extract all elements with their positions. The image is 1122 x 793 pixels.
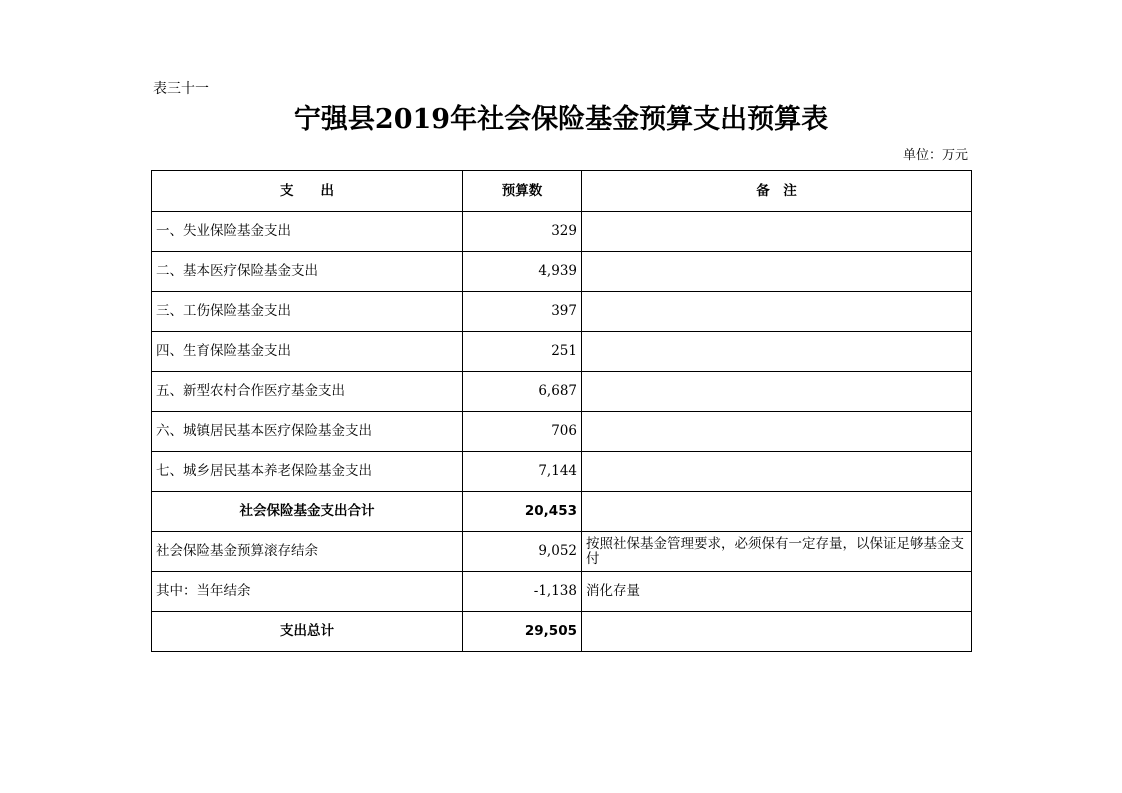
row-item: 其中：当年结余 [152, 572, 463, 612]
document-title: 宁强县2019年社会保险基金预算支出预算表 [293, 104, 829, 135]
table-row [152, 572, 972, 612]
row-amount: 329 [463, 212, 582, 252]
total-amount: 29,505 [463, 612, 582, 652]
budget-table [151, 170, 972, 652]
table-row [152, 332, 972, 372]
row-item: 二、基本医疗保险基金支出 [152, 252, 463, 292]
row-item: 三、工伤保险基金支出 [152, 292, 463, 332]
table-row [152, 292, 972, 332]
table-row [152, 532, 972, 572]
row-amount: 397 [463, 292, 582, 332]
row-item: 七、城乡居民基本养老保险基金支出 [152, 452, 463, 492]
row-remark [582, 452, 972, 492]
row-remark [582, 372, 972, 412]
table-row [152, 212, 972, 252]
row-remark [582, 412, 972, 452]
row-item: 一、失业保险基金支出 [152, 212, 463, 252]
total-item: 支出总计 [152, 612, 463, 652]
row-amount: -1,138 [463, 572, 582, 612]
row-remark [582, 212, 972, 252]
row-amount: 251 [463, 332, 582, 372]
subtotal-item: 社会保险基金支出合计 [152, 492, 463, 532]
total-remark [582, 612, 972, 652]
row-item: 六、城镇居民基本医疗保险基金支出 [152, 412, 463, 452]
row-remark [582, 292, 972, 332]
unit-label: 单位：万元 [902, 148, 968, 163]
total-row [152, 612, 972, 652]
subtotal-remark [582, 492, 972, 532]
row-amount: 706 [463, 412, 582, 452]
row-amount: 9,052 [463, 532, 582, 572]
table-row [152, 372, 972, 412]
table-number: 表三十一 [153, 81, 209, 97]
subtotal-amount: 20,453 [463, 492, 582, 532]
row-item: 四、生育保险基金支出 [152, 332, 463, 372]
header-item: 支 出 [152, 171, 463, 212]
table-row [152, 412, 972, 452]
row-item: 五、新型农村合作医疗基金支出 [152, 372, 463, 412]
row-remark [582, 252, 972, 292]
row-amount: 7,144 [463, 452, 582, 492]
table-row [152, 452, 972, 492]
row-remark [582, 332, 972, 372]
row-item: 社会保险基金预算滚存结余 [152, 532, 463, 572]
row-remark: 消化存量 [582, 572, 972, 612]
table-header-row [152, 171, 972, 212]
table-row [152, 252, 972, 292]
subtotal-row [152, 492, 972, 532]
row-amount: 6,687 [463, 372, 582, 412]
header-remark: 备 注 [582, 171, 972, 212]
row-amount: 4,939 [463, 252, 582, 292]
header-amount: 预算数 [463, 171, 582, 212]
row-remark: 按照社保基金管理要求，必须保有一定存量，以保证足够基金支付 [582, 532, 972, 572]
